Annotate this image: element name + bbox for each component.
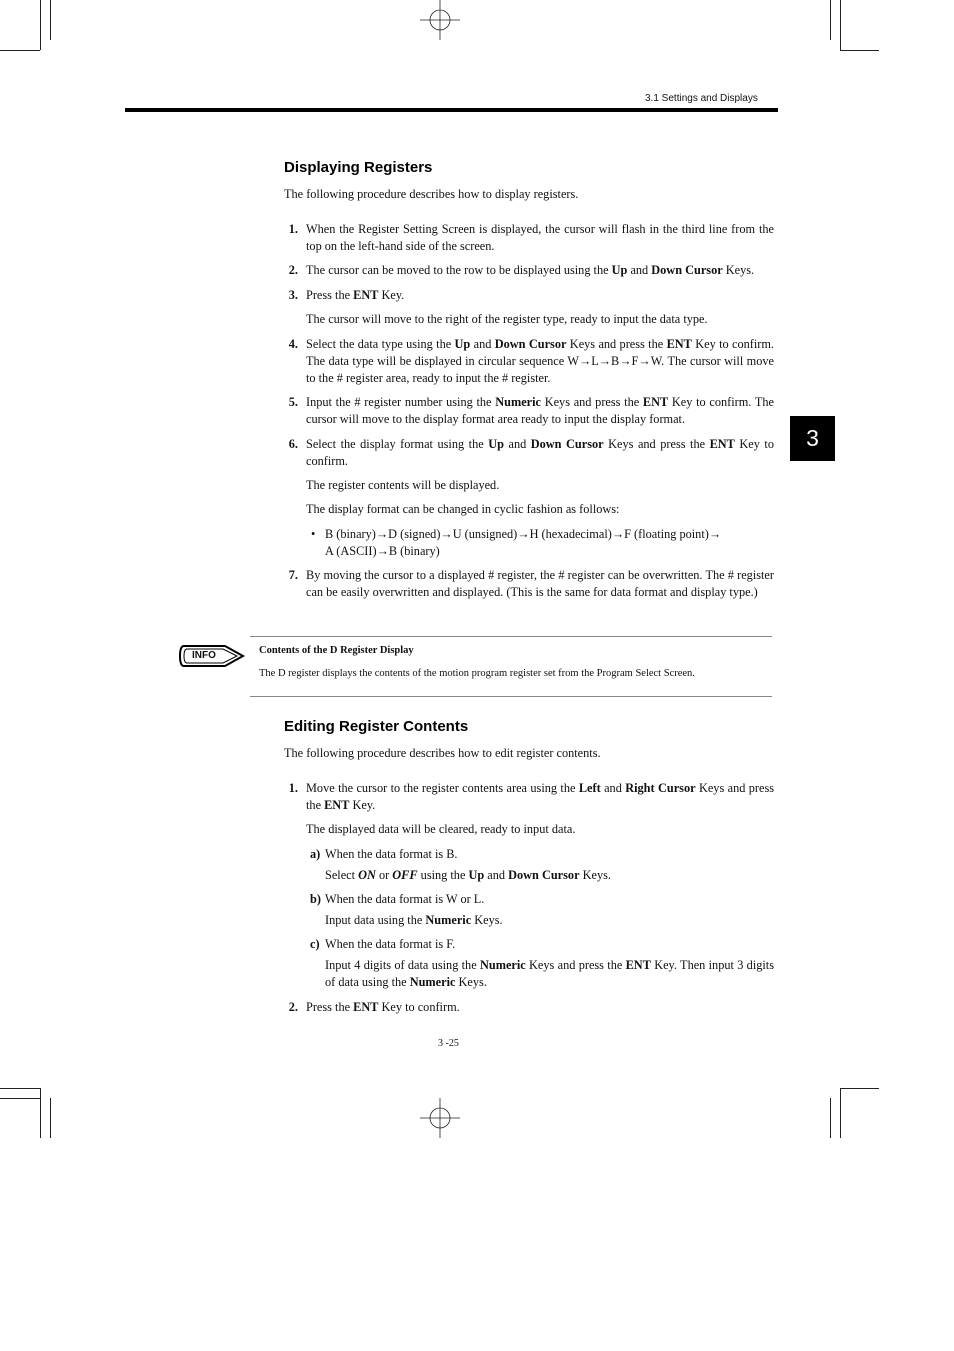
step-number: 5.	[288, 395, 298, 409]
step-number: 2.	[288, 1000, 298, 1014]
crop-mark-top-right	[830, 0, 831, 40]
step-number: 3.	[288, 288, 298, 302]
crop-mark-bottom-left	[0, 1088, 40, 1089]
step-text: When the Register Setting Screen is displayed, the cursor will flash in the third line from the top on the left-hand side of the screen.	[306, 222, 774, 253]
step-number: 1.	[288, 222, 298, 236]
step-text: By moving the cursor to a displayed # register, the # register can be overwritten. The # register can be easily overwritten and displayed. (This is the same for data format and display type.)	[306, 568, 774, 599]
section-title-editing-register-contents: Editing Register Contents	[284, 718, 469, 735]
step-number: 6.	[288, 437, 298, 451]
crop-mark-bottom-right	[830, 1098, 831, 1138]
step-text: Select the display format using the Up and Down Cursor Keys and press the ENT Key to confirm.	[306, 437, 774, 468]
substep-text: When the data format is B.	[325, 847, 458, 861]
crop-mark-top-right	[840, 50, 879, 51]
crop-mark-bottom-left	[0, 1098, 40, 1099]
substep-detail: Input 4 digits of data using the Numeric Keys and press the ENT Key. Then input 3 digits of data using the Numeric Keys.	[325, 958, 775, 989]
substep-detail: Select ON or OFF using the Up and Down Cursor Keys.	[325, 868, 611, 882]
info-badge-label: INFO	[192, 650, 216, 661]
section-intro: The following procedure describes how to display registers.	[284, 187, 579, 201]
info-title: Contents of the D Register Display	[259, 645, 414, 656]
registration-mark-bottom	[420, 1098, 460, 1138]
page-number: 3 -25	[438, 1038, 459, 1049]
info-body: The D register displays the contents of the motion program register set from the Program Select Screen.	[259, 668, 695, 679]
crop-mark-top-left	[40, 0, 41, 50]
substep-label: c)	[310, 937, 320, 951]
crop-mark-top-right	[840, 0, 841, 50]
info-bottom-rule	[250, 696, 772, 697]
header-rule	[125, 108, 778, 112]
section-title-displaying-registers: Displaying Registers	[284, 159, 433, 176]
substep-detail: Input data using the Numeric Keys.	[325, 913, 503, 927]
step-note: The displayed data will be cleared, ready to input data.	[306, 822, 576, 836]
step-text: Move the cursor to the register contents area using the Left and Right Cursor Keys and press the ENT Key.	[306, 781, 775, 812]
step-number: 7.	[288, 568, 298, 582]
substep-label: a)	[310, 847, 321, 861]
substep-text: When the data format is W or L.	[325, 892, 485, 906]
substep-label: b)	[310, 892, 321, 906]
crop-mark-bottom-right	[840, 1088, 879, 1089]
step-number: 1.	[288, 781, 298, 795]
step-text: The cursor can be moved to the row to be displayed using the Up and Down Cursor Keys.	[306, 263, 755, 277]
step-text: Press the ENT Key to confirm.	[306, 1000, 460, 1014]
step-note: The display format can be changed in cyclic fashion as follows:	[306, 502, 620, 516]
step-note: The register contents will be displayed.	[306, 478, 500, 492]
crop-mark-top-left	[50, 0, 51, 40]
bullet: •	[311, 527, 316, 541]
step-text: Input the # register number using the Numeric Keys and press the ENT Key to confirm. The cursor will move to the display format area ready to input the display format.	[306, 395, 774, 426]
section-intro: The following procedure describes how to edit register contents.	[284, 746, 601, 760]
crop-mark-bottom-left	[50, 1098, 51, 1138]
step-text: Press the ENT Key.	[306, 288, 405, 302]
chapter-tab: 3	[790, 416, 835, 461]
info-top-rule	[250, 636, 772, 637]
crop-mark-bottom-right	[840, 1088, 841, 1138]
step-note: The cursor will move to the right of the register type, ready to input the data type.	[306, 312, 708, 326]
crop-mark-bottom-left	[40, 1088, 41, 1138]
registration-mark-top	[420, 0, 460, 40]
step-number: 2.	[288, 263, 298, 277]
step-number: 4.	[288, 337, 298, 351]
substep-text: When the data format is F.	[325, 937, 456, 951]
running-header: 3.1 Settings and Displays	[645, 93, 758, 104]
step-text: Select the data type using the Up and Down Cursor Keys and press the ENT Key to confirm. The data type will be displayed in circular sequence W→L→B→F→W. The cursor will move to the # register area, ready to input the # register.	[306, 337, 775, 385]
format-cycle-line: B (binary)→D (signed)→U (unsigned)→H (hexadecimal)→F (floating point)→	[325, 527, 722, 541]
crop-mark-top-left	[0, 50, 40, 51]
format-cycle-line: A (ASCII)→B (binary)	[325, 544, 440, 558]
